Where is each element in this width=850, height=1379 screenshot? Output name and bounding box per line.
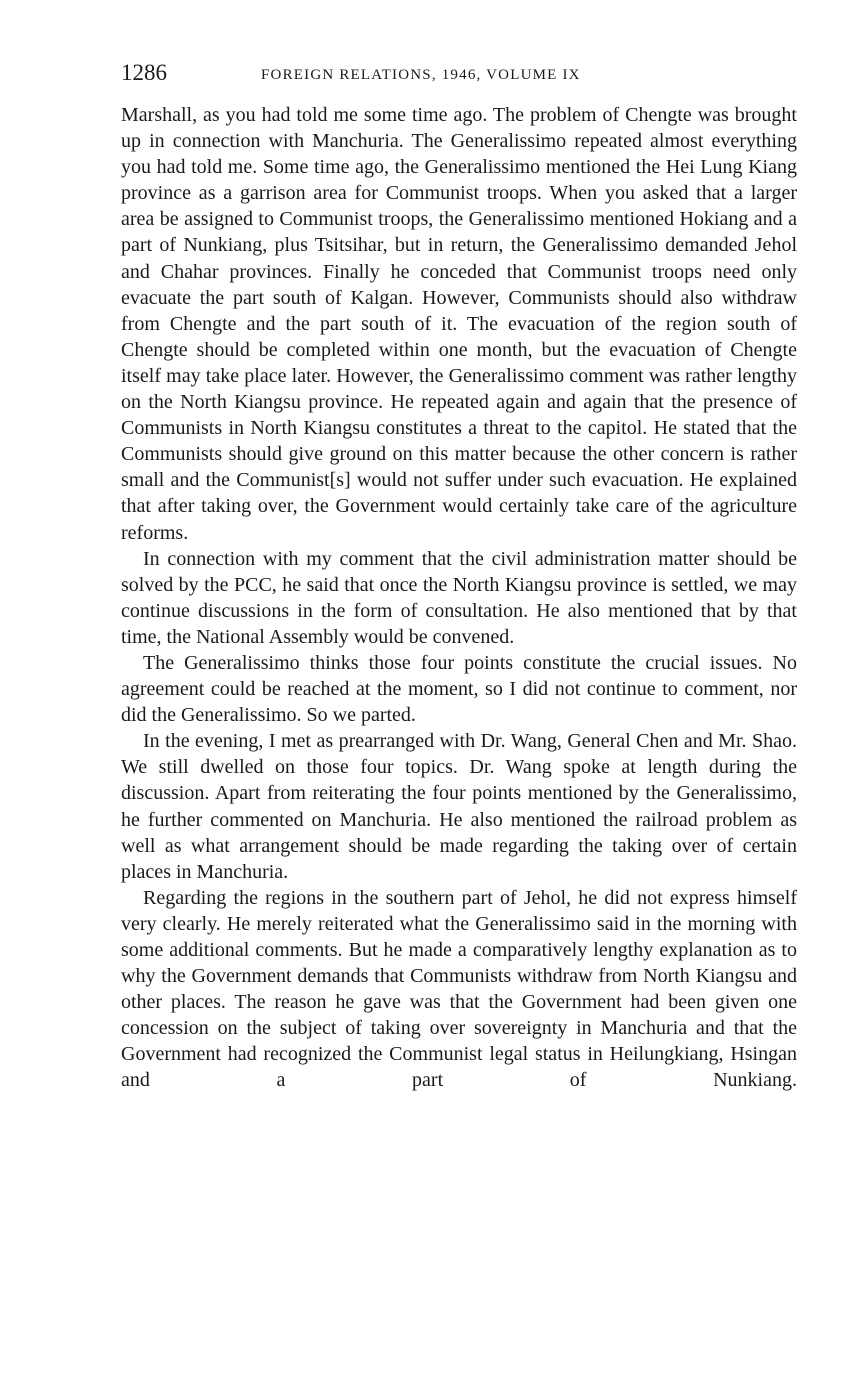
paragraph: In the evening, I met as prearranged with Dr. Wang, General Chen and Mr. Shao. We still dwelled on those four topics. Dr. Wang spoke at length during the discussion. Apart from reiterating the four points mentioned by the Generalissimo, he further commented on Manchuria. He also mentioned the railroad problem as well as what arrangement should be made regarding the taking over of certain places in Manchuria. [121,730,797,883]
body-text [121,102,797,1094]
paragraph: The Generalissimo thinks those four points constitute the crucial issues. No agreement could be reached at the moment, so I did not continue to comment, nor did the Generalissimo. So we parted. [121,651,797,727]
running-head [121,58,797,92]
running-title: FOREIGN RELATIONS, 1946, VOLUME IX [261,67,581,83]
paragraph-continuation: Marshall, as you had told me some time ago. The problem of Chengte was brought up in connection with Manchuria. The Generalissimo repeated almost everything you had told me. Some time ago, the Generalissimo mentioned the Hei Lung Kiang province as a garrison area for Communist troops. When you asked that a larger area be assigned to Communist troops, the Generalissimo mentioned Hokiang and a part of Nunkiang, plus Tsitsihar, but in return, the Generalissimo demanded Jehol and Chahar provinces. Finally he conceded that Communist troops need only evacuate the part south of Kalgan. However, Communists should also withdraw from Chengte and the part south of it. The evacuation of the region south of Chengte should be completed within one month, but the evacuation of Chengte itself may take place later. However, the Generalissimo comment was rather lengthy on the North Kiangsu province. He repeated again and again that the presence of Communists in North Kiangsu constitutes a threat to the capitol. He stated that the Communists should give ground on this matter because the other concern is rather small and the Communist[s] would not suffer under such evacuation. He explained that after taking over, the Government would certainly take care of the agriculture reforms. [121,104,797,544]
paragraph: In connection with my comment that the civil administration matter should be solved by the PCC, he said that once the North Kiangsu province is settled, we may continue discussions in the form of consultation. He also mentioned that by that time, the National Assembly would be convened. [121,547,797,648]
document-page [121,58,797,1094]
page-number: 1286 [121,60,167,85]
paragraph: Regarding the regions in the southern part of Jehol, he did not express himself very clearly. He merely reiterated what the Generalissimo said in the morning with some additional comments. But he made a comparatively lengthy explanation as to why the Government demands that Communists withdraw from North Kiangsu and other places. The reason he gave was that the Government had been given one concession on the subject of taking over sovereignty in Manchuria and that the Government had recognized the Communist legal status in Heilungkiang, Hsingan and a part of Nunkiang. [121,886,797,1092]
